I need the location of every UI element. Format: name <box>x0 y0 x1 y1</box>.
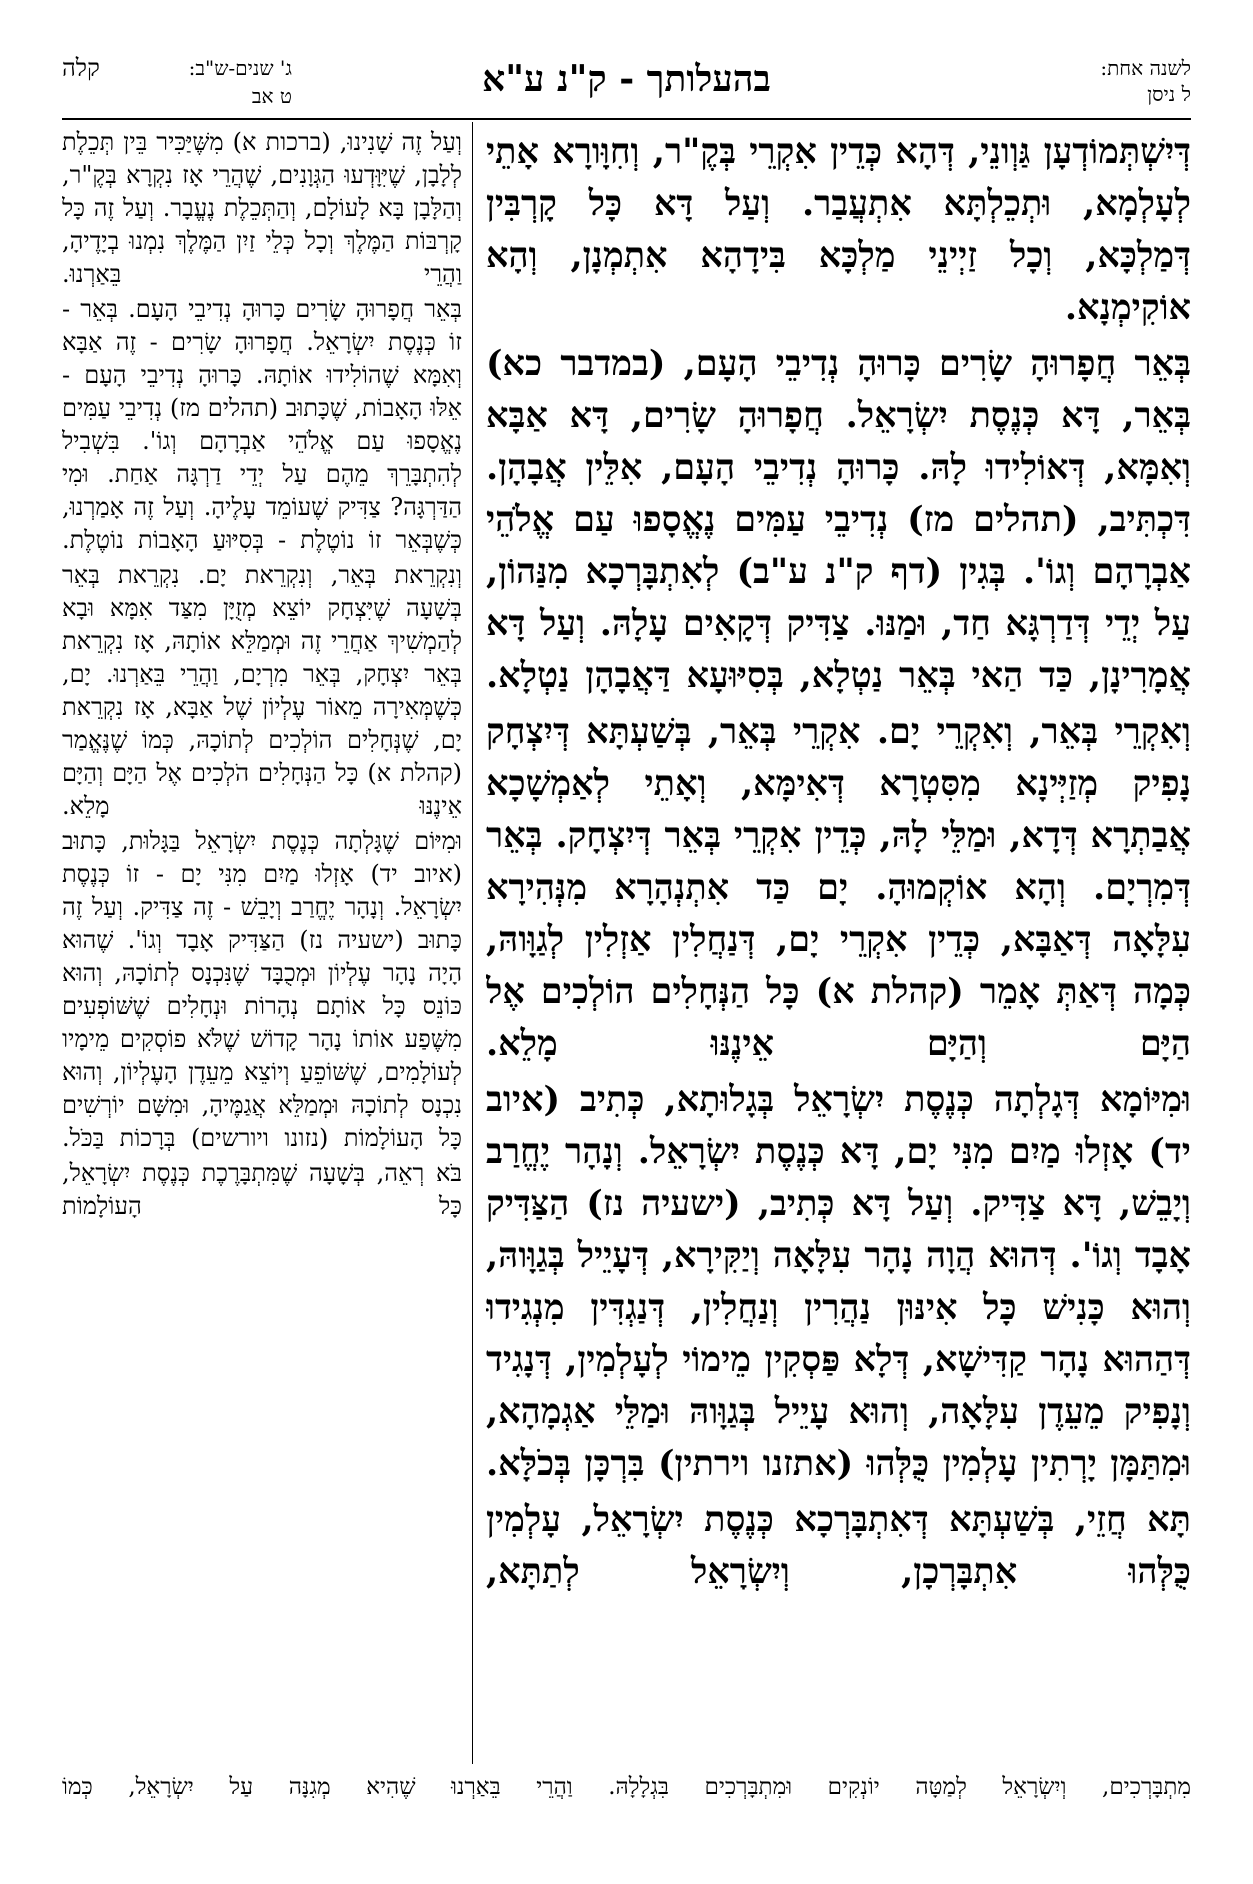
zohar-paragraph: וְאִקְרֵי בְּאֵר, וְאִקְרֵי יָם. אִקְרֵי בְּאֵר, בְּשַׁעְתָּא דְּיִצְחָק נָפִיק מְזַיְּינָא מִסִּטְרָא דְּאִימָּא, וְאָתֵי לְאַמְשָׁכָא אֲבַתְרָא דְּדָא, וּמַלֵּי לָהּ, כְּדֵין אִקְרֵי בְּאֵר דְּיִצְחָק. בְּאֵר דְּמִרְיָם. וְהָא אוֹקְמוּהָ. יָם כַּד אִתְנְהָרָא מִנְּהִירָא עִלָּאָה דְּאַבָּא, כְּדֵין אִקְרֵי יָם, דְּנַחֲלִין אַזְלִין לְגַוָּוהּ, כְּמָה דְּאַתְּ אָמֵר (קהלת א) כָּל הַנְּחָלִים הוֹלְכִים אֶל הַיָּם וְהַיָּם אֵינֶנּוּ מָלֵא. <box>486 711 1191 1064</box>
column-divider <box>472 122 473 1764</box>
translation-paragraph: בֹּא רְאֵה, בְּשָׁעָה שֶׁמִּתְבָּרֶכֶת כְּנֶסֶת יִשְׂרָאֵל, כָּל הָעוֹלָמוֹת <box>62 1159 462 1220</box>
translation-paragraph: וּמִיּוֹם שֶׁגָּלְתָה כְּנֶסֶת יִשְׂרָאֵל בַּגָּלוּת, כָּתוּב (איוב יד) אָזְלוּ מַיִם מִנִּי יָם - זוֹ כְּנֶסֶת יִשְׂרָאֵל. וְנָהָר יֶחֱרַב וְיָבֵשׁ - זֶה צַדִּיק. וְעַל זֶה כָּתוּב (ישעיה נז) הַצַּדִּיק אָבָד וְגוֹ'. שֶׁהוּא הָיָה נָהָר עֶלְיוֹן וּמְכֻבָּד שֶׁנִּכְנָס לְתוֹכָהּ, וְהוּא כּוֹנֵס כָּל אוֹתָם נְהָרוֹת וּנְחָלִים שֶׁשּׁוֹפְעִים מִשֶּׁפַע אוֹתוֹ נָהָר קָדוֹשׁ שֶׁלֹּא פוֹסְקִים מֵימָיו לְעוֹלָמִים, שֶׁשּׁוֹפֵעַ וְיוֹצֵא מֵעֵדֶן הָעֶלְיוֹן, וְהוּא נִכְנָס לְתוֹכָהּ וּמְמַלֵּא אֲגַמֶּיהָ, וּמִשָּׁם יוֹרְשִׁים כָּל הָעוֹלָמוֹת (נזונו ויורשים) בְּרָכוֹת בַּכֹּל. <box>62 827 462 1152</box>
schedule-date: ל ניסן <box>1147 82 1191 106</box>
volume-info <box>62 55 362 117</box>
translation-column <box>62 126 462 1766</box>
schedule-label: לשנה אחת: <box>1100 56 1191 80</box>
volume-date: ט אב <box>251 84 292 108</box>
page-title: בהעלותך - ק"נ ע"א <box>482 58 771 100</box>
page-header <box>62 55 1191 117</box>
header-rule <box>62 118 1191 120</box>
translation-paragraph: וְעַל זֶה שָׁנִינוּ, (ברכות א) מִשֶּׁיַּכִּיר בֵּין תְּכֵלֶת לְלָבָן, שֶׁיִּוָּדְעוּ הַגְּוָנִים, שֶׁהֲרֵי אָז נִקְרָא בְּקֶ"ר, וְהַלָּבָן בָּא לָעוֹלָם, וְהַתְּכֵלֶת נֶעֱבָר. וְעַל זֶה כָּל קָרְבּוֹת הַמֶּלֶךְ וְכָל כְּלֵי זַיִן הַמֶּלֶךְ נִמְנוּ בְיָדֶיהָ, וַהֲרֵי בֵּאַרְנוּ. <box>62 128 462 288</box>
zohar-paragraph: דְּיִשְׁתְּמוֹדְעָן גַּוְונֵי, דְּהָא כְּדֵין אִקְרֵי בְּקֶ"ר, וְחִוָּורָא אָתֵי לְעָלְמָא, וּתְכֵלְתָּא אִתְעֲבַר. וְעַל דָּא כָּל קָרְבִּין דְּמַלְכָּא, וְכָל זַיְינֵי מַלְכָּא בִּידָהָא אִתְמְנָן, וְהָא אוֹקִימְנָא. <box>486 131 1191 328</box>
footer-continuation: מִתְבָּרְכִים, וְיִשְׂרָאֵל לְמַטָּה יוֹנְקִים וּמִתְבָּרְכִים בִּגְלָלָהּ. וַהֲרֵי בֵּאַרְנוּ שֶׁהִיא מְגִנָּה עַל יִשְׂרָאֵל, כְּמוֹ <box>62 1774 1191 1800</box>
page-number: קלה <box>62 54 100 82</box>
translation-paragraph: וְנִקְרֵאת בְּאֵר, וְנִקְרֵאת יָם. נִקְרֵאת בְּאֵר בְּשָׁעָה שֶׁיִּצְחָק יוֹצֵא מְזֻיָּן מִצַּד אִמָּא וּבָא לְהַמְשִׁיךְ אַחֲרֵי זֶה וּמְמַלֵּא אוֹתָהּ, אָז נִקְרֵאת בְּאֵר יִצְחָק, בְּאֵר מִרְיָם, וַהֲרֵי בֵּאַרְנוּ. יָם, כְּשֶׁמְּאִירָה מֵאוֹר עֶלְיוֹן שֶׁל אַבָּא, אָז נִקְרֵאת יָם, שֶׁנְּחָלִים הוֹלְכִים לְתוֹכָהּ, כְּמוֹ שֶׁנֶּאֱמַר (קהלת א) כָּל הַנְּחָלִים הֹלְכִים אֶל הַיָּם וְהַיָּם אֵינֶנּוּ מָלֵא. <box>62 561 462 820</box>
zohar-text-column <box>486 126 1191 1766</box>
zohar-paragraph: וּמִיּוֹמָא דְּגָלְתָה כְּנֶסֶת יִשְׂרָאֵל בְּגָלוּתָא, כְּתִיב (איוב יד) אָזְלוּ מַיִם מִנִּי יָם, דָּא כְּנֶסֶת יִשְׂרָאֵל. וְנָהָר יֶחֱרַב וְיָבֵשׁ, דָּא צַדִּיק. וְעַל דָּא כְּתִיב, (ישעיה נז) הַצַּדִּיק אָבָד וְגוֹ'. דְּהוּא הֲוָה נָהָר עִלָּאָה וְיַקִּירָא, דְּעָיֵיל בְּגַוָּוהּ, וְהוּא כָּנִישׁ כָּל אִינּוּן נַהֲרִין וְנַחֲלִין, דְּנַגְדִּין מִנְגִידוּ דְּהַהוּא נָהָר קַדִּישָׁא, דְּלָא פַּסְקִין מֵימוֹי לְעָלְמִין, דְּנָגִיד וְנָפִיק מֵעֵדֶן עִלָּאָה, וְהוּא עָיֵיל בְּגַוָּוהּ וּמַלֵּי אַגְמָהָא, וּמִתַּמָּן יָרְתִין עָלְמִין כֻּלְּהוּ (אתזנו וירתין) בִּרְכָּן בְּכֹלָּא. <box>486 1079 1191 1484</box>
zohar-paragraph: בְּאֵר חֲפָרוּהָ שָׂרִים כָּרוּהָ נְדִיבֵי הָעָם, (במדבר כא) בְּאֵר, דָּא כְּנֶסֶת יִשְׂרָאֵל. חֲפָרוּהָ שָׂרִים, דָּא אַבָּא וְאִמָּא, דְּאוֹלִידוּ לָהּ. כָּרוּהָ נְדִיבֵי הָעָם, אִלֵּין אֲבָהָן. דִּכְתִּיב, (תהלים מז) נְדִיבֵי עַמִּים נֶאֱסָפוּ עַם אֱלֹהֵי אַבְרָהָם וְגוֹ'. בְּגִין (דף ק"נ ע"ב) לְאִתְבָּרְכָא מִנַּהוֹן, עַל יְדֵי דְּדַרְגָּא חַד, וּמַנּוּ. צַדִּיק דְּקָאִים עָלָהּ. וְעַל דָּא אֲמָרִינָן, כַּד הַאי בְּאֵר נַטְלָא, בְּסִיּוּעָא דַּאֲבָהָן נַטְלָא. <box>486 343 1191 696</box>
zohar-paragraph: תָּא חֲזֵי, בְּשַׁעְתָּא דְּאִתְבָּרְכָא כְּנֶסֶת יִשְׂרָאֵל, עָלְמִין כֻּלְּהוּ אִתְבָּרְכָן, וְיִשְׂרָאֵל לְתַתָּא, <box>486 1499 1191 1592</box>
translation-paragraph: בְּאֵר חֲפָרוּהָ שָׂרִים כָּרוּהָ נְדִיבֵי הָעָם. בְּאֵר - זוֹ כְּנֶסֶת יִשְׂרָאֵל. חֲפָרוּהָ שָׂרִים - זֶה אַבָּא וְאִמָּא שֶׁהוֹלִידוּ אוֹתָהּ. כָּרוּהָ נְדִיבֵי הָעָם - אֵלּוּ הָאָבוֹת, שֶׁכָּתוּב (תהלים מז) נְדִיבֵי עַמִּים נֶאֱסָפוּ עַם אֱלֹהֵי אַבְרָהָם וְגוֹ'. בִּשְׁבִיל לְהִתְבָּרֵךְ מֵהֶם עַל יְדֵי דַרְגָּה אַחַת. וּמִי הַדַּרְגָּה? צַדִּיק שֶׁעוֹמֵד עָלֶיהָ. וְעַל זֶה אָמַרְנוּ, כְּשֶׁבְּאֵר זוֹ נוֹטֶלֶת - בְּסִיּוּעַ הָאָבוֹת נוֹטֶלֶת. <box>62 295 462 554</box>
volume-label: ג' שנים-ש"ב: <box>188 56 292 80</box>
